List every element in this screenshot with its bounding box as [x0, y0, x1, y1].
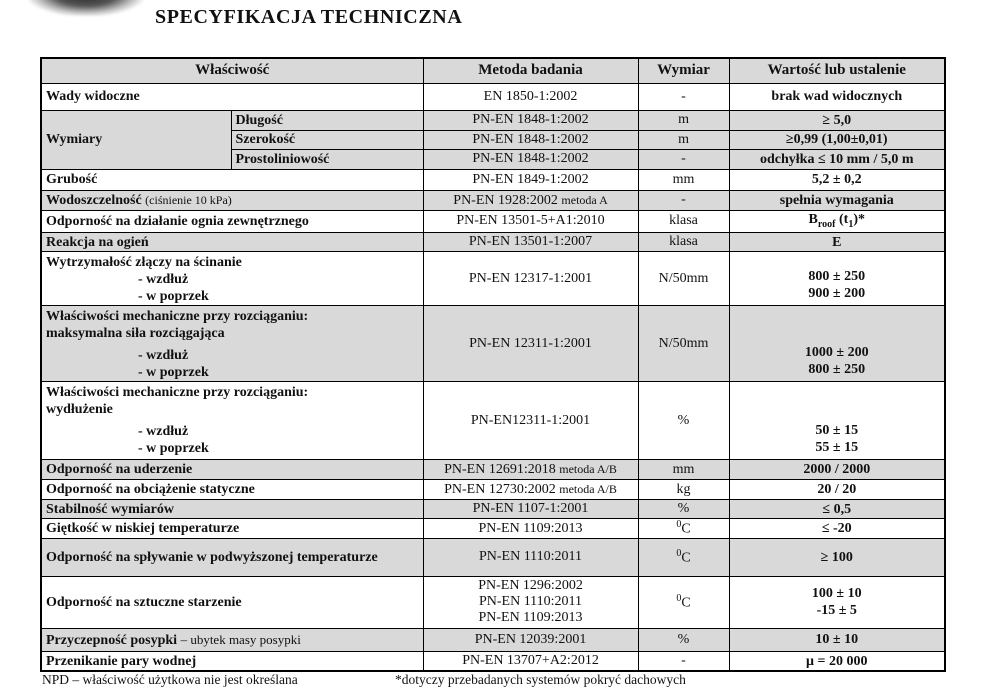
value-cell: ≥ 5,0: [729, 110, 945, 130]
unit-cell: %: [638, 500, 729, 519]
method-cell: [423, 190, 638, 210]
property-sub-cell: Długość: [231, 110, 423, 130]
table-row: [41, 480, 945, 500]
value-cell: ≤ 0,5: [729, 500, 945, 519]
property-sub-cell: Prostoliniowość: [231, 149, 423, 169]
method-cell: [423, 576, 638, 628]
method-note: metoda A/B: [559, 482, 617, 497]
property-cell: Wady widoczne: [41, 83, 423, 110]
table-row: [41, 538, 945, 576]
property-line: - w poprzek: [138, 365, 209, 381]
property-cell: Odporność na obciążenie statyczne: [41, 480, 423, 500]
method-cell: [423, 480, 638, 500]
unit-base: C: [681, 595, 691, 611]
unit-cell: kg: [638, 480, 729, 500]
value-cell: ≥0,99 (1,00±0,01): [729, 130, 945, 149]
property-note: (ciśnienie 10 kPa): [145, 192, 232, 207]
property-cell: Przenikanie pary wodnej: [41, 651, 423, 671]
property-line: maksymalna siła rozciągająca: [46, 326, 225, 342]
method-cell: PN-EN 1109:2013: [423, 519, 638, 539]
value-end: )*: [853, 211, 865, 227]
unit-cell: -: [638, 651, 729, 671]
value-cell: ≤ -20: [729, 519, 945, 539]
col-header-value: Wartość lub ustalenie: [729, 58, 945, 83]
property-label: Przyczepność posypki: [46, 632, 178, 648]
value-cell: 10 ± 10: [729, 628, 945, 651]
method-note: metoda A/B: [559, 462, 617, 477]
method-cell: PN-EN 1849-1:2002: [423, 169, 638, 190]
value-cell: 2000 / 2000: [729, 460, 945, 480]
property-cell: Odporność na działanie ognia zewnętrznego: [41, 210, 423, 233]
table-row: [41, 628, 945, 651]
unit-cell: m: [638, 130, 729, 149]
method-cell: PN-EN 13707+A2:2012: [423, 651, 638, 671]
method-note: metoda A: [561, 192, 608, 207]
method-cell: EN 1850-1:2002: [423, 83, 638, 110]
value-cell: [729, 576, 945, 628]
method-cell: PN-EN 13501-1:2007: [423, 233, 638, 252]
unit-cell: mm: [638, 460, 729, 480]
table-row: [41, 83, 945, 110]
unit-cell: [638, 576, 729, 628]
unit-cell: klasa: [638, 233, 729, 252]
unit-cell: -: [638, 83, 729, 110]
unit-base: C: [681, 521, 691, 537]
method-cell: PN-EN12311-1:2001: [423, 382, 638, 460]
property-group-cell: Wymiary: [41, 110, 231, 169]
property-line: Właściwości mechaniczne przy rozciąganiu:: [46, 309, 309, 325]
method-cell: PN-EN 1848-1:2002: [423, 110, 638, 130]
property-note: – ubytek masy posypki: [180, 631, 301, 647]
value-cell: 20 / 20: [729, 480, 945, 500]
unit-cell: N/50mm: [638, 306, 729, 382]
unit-cell: [638, 519, 729, 539]
property-cell: [41, 628, 423, 651]
unit-superscript: 0: [676, 519, 682, 531]
value-line: 1000 ± 200: [804, 345, 869, 361]
value-cell: ≥ 100: [729, 538, 945, 576]
value-cell: E: [729, 233, 945, 252]
value-line: 50 ± 15: [815, 423, 859, 439]
unit-superscript: 0: [676, 593, 682, 605]
value-line: -15 ± 5: [816, 603, 857, 619]
property-line: - wzdłuż: [138, 348, 189, 364]
method-label: PN-EN 12691:2018: [444, 462, 556, 478]
value-subscript: roof: [817, 218, 836, 230]
property-line: Właściwości mechaniczne przy rozciąganiu:: [46, 385, 309, 401]
value-cell: μ = 20 000: [729, 651, 945, 671]
method-cell: [423, 460, 638, 480]
method-cell: PN-EN 13501-5+A1:2010: [423, 210, 638, 233]
method-cell: PN-EN 1848-1:2002: [423, 130, 638, 149]
unit-cell: mm: [638, 169, 729, 190]
footnote-asterisk: *dotyczy przebadanych systemów pokryć dachowych: [395, 672, 686, 687]
value-line: 100 ± 10: [811, 586, 862, 602]
method-label: PN-EN 12730:2002: [444, 482, 556, 498]
property-cell: Stabilność wymiarów: [41, 500, 423, 519]
table-row: [41, 382, 945, 460]
method-cell: PN-EN 1848-1:2002: [423, 149, 638, 169]
value-cell: odchyłka ≤ 10 mm / 5,0 m: [729, 149, 945, 169]
property-cell: Odporność na sztuczne starzenie: [41, 576, 423, 628]
value-base: B: [808, 211, 818, 227]
method-cell: PN-EN 12039:2001: [423, 628, 638, 651]
unit-cell: %: [638, 628, 729, 651]
method-line: PN-EN 1109:2013: [478, 610, 583, 626]
property-cell: [41, 382, 423, 460]
unit-cell: klasa: [638, 210, 729, 233]
unit-superscript: 0: [676, 548, 682, 560]
unit-cell: -: [638, 149, 729, 169]
value-cell: [729, 252, 945, 306]
property-cell: Reakcja na ogień: [41, 233, 423, 252]
table-row: [41, 576, 945, 628]
partial-logo: [28, 0, 144, 16]
method-line: PN-EN 1110:2011: [478, 594, 583, 610]
method-cell: PN-EN 12317-1:2001: [423, 252, 638, 306]
table-row: [41, 233, 945, 252]
table-row: [41, 500, 945, 519]
method-label: PN-EN 1928:2002: [453, 192, 558, 208]
value-cell: [729, 382, 945, 460]
property-line: - wzdłuż: [138, 272, 189, 288]
unit-cell: [638, 538, 729, 576]
table-row: [41, 460, 945, 480]
value-subscript: 1: [848, 218, 854, 230]
property-line: - w poprzek: [138, 289, 209, 305]
value-line: 55 ± 15: [815, 440, 859, 456]
col-header-dimension: Wymiar: [638, 58, 729, 83]
unit-cell: m: [638, 110, 729, 130]
property-line: wydłużenie: [46, 402, 113, 418]
table-row: [41, 519, 945, 539]
unit-base: C: [681, 550, 691, 566]
table-row: [41, 210, 945, 233]
property-cell: Grubość: [41, 169, 423, 190]
table-row: [41, 651, 945, 671]
table-row: [41, 306, 945, 382]
value-line: 900 ± 200: [808, 286, 866, 302]
footnote-npd: NPD – właściwość użytkowa nie jest określana: [42, 672, 298, 687]
method-cell: PN-EN 12311-1:2001: [423, 306, 638, 382]
table-row: [41, 252, 945, 306]
property-line: - w poprzek: [138, 441, 209, 457]
property-cell: [41, 190, 423, 210]
header-row: [41, 58, 945, 83]
value-line: 800 ± 250: [808, 362, 866, 378]
unit-cell: %: [638, 382, 729, 460]
property-cell: Odporność na uderzenie: [41, 460, 423, 480]
unit-cell: N/50mm: [638, 252, 729, 306]
property-line: - wzdłuż: [138, 424, 189, 440]
property-cell: [41, 252, 423, 306]
method-line: PN-EN 1296:2002: [478, 578, 583, 594]
property-sub-cell: Szerokość: [231, 130, 423, 149]
table-row: [41, 190, 945, 210]
property-cell: [41, 306, 423, 382]
value-cell: [729, 306, 945, 382]
col-header-property: Właściwość: [41, 58, 423, 83]
method-cell: PN-EN 1107-1:2001: [423, 500, 638, 519]
page-title: SPECYFIKACJA TECHNICZNA: [155, 6, 463, 28]
property-line: Wytrzymałość złączy na ścinanie: [46, 255, 242, 271]
value-line: 800 ± 250: [808, 269, 866, 285]
col-header-method: Metoda badania: [423, 58, 638, 83]
value-cell: brak wad widocznych: [729, 83, 945, 110]
property-label: Wodoszczelność: [46, 192, 142, 208]
method-cell: PN-EN 1110:2011: [423, 538, 638, 576]
property-cell: Giętkość w niskiej temperaturze: [41, 519, 423, 539]
value-cell: spełnia wymagania: [729, 190, 945, 210]
value-cell: [729, 210, 945, 233]
property-cell: Odporność na spływanie w podwyższonej temperaturze: [41, 538, 423, 576]
value-cell: 5,2 ± 0,2: [729, 169, 945, 190]
spec-table: [40, 57, 946, 672]
unit-cell: -: [638, 190, 729, 210]
table-row: [41, 110, 945, 130]
value-mid: (t: [835, 211, 849, 227]
table-row: [41, 169, 945, 190]
